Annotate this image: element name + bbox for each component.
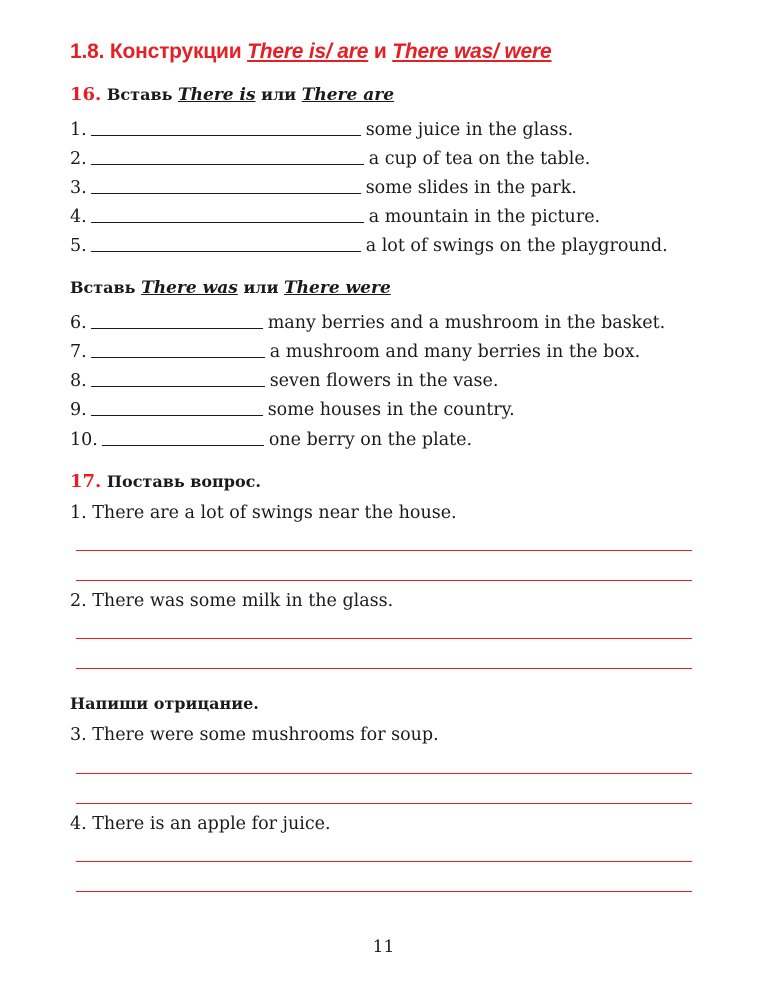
answer-line[interactable] [76, 550, 692, 551]
page-number: 11 [372, 937, 395, 957]
section-title-prefix: Конструкции [109, 40, 242, 63]
fill-blank[interactable] [91, 175, 361, 194]
exercise-16-item-8 [70, 365, 498, 391]
item-number: 3. [70, 178, 87, 198]
section-title [70, 40, 551, 64]
item-number: 7. [70, 342, 87, 362]
item-text: some slides in the park. [365, 178, 577, 198]
section-form-past: There was/ were [392, 40, 552, 63]
item-number: 1. [70, 120, 87, 140]
negation-sentence-3: 3. There were some mushrooms for soup. [70, 725, 439, 745]
exercise-16-item-9 [70, 394, 515, 420]
fill-blank[interactable] [91, 117, 361, 136]
exercise-16-item-5 [70, 230, 668, 256]
fill-blank[interactable] [91, 146, 364, 165]
item-text: a cup of tea on the table. [368, 149, 591, 169]
negation-instruction: Напиши отрицание. [70, 694, 259, 713]
question-sentence-2: 2. There was some milk in the glass. [70, 591, 394, 611]
exercise-16-item-6 [70, 307, 665, 333]
exercise-16-item-10 [70, 424, 472, 450]
item-number: 10. [70, 430, 98, 450]
exercise-16-sub-instruction [70, 278, 391, 298]
negation-sentence-4: 4. There is an apple for juice. [70, 814, 331, 834]
item-text: a lot of swings on the playground. [365, 236, 668, 256]
item-text: many berries and a mushroom in the basket. [267, 313, 666, 333]
answer-line[interactable] [76, 803, 692, 804]
answer-line[interactable] [76, 668, 692, 669]
exercise-16-number: 16. [70, 84, 102, 105]
exercise-16-item-4 [70, 201, 600, 227]
exercise-16-item-1 [70, 114, 573, 140]
exercise-17-instruction [70, 471, 261, 492]
option-there-were: There were [284, 278, 391, 298]
instruction-text: Поставь вопрос. [106, 472, 261, 491]
exercise-16-item-3 [70, 172, 577, 198]
item-text: some houses in the country. [267, 400, 515, 420]
item-number: 4. [70, 207, 87, 227]
answer-line[interactable] [76, 580, 692, 581]
instruction-verb: Вставь [106, 85, 173, 104]
option-there-is: There is [178, 85, 256, 105]
instruction-or: или [243, 278, 279, 297]
fill-blank[interactable] [91, 310, 263, 329]
answer-line[interactable] [76, 773, 692, 774]
exercise-16-instruction [70, 84, 394, 105]
instruction-or: или [261, 85, 297, 104]
item-text: one berry on the plate. [268, 430, 473, 450]
exercise-16-item-2 [70, 143, 590, 169]
fill-blank[interactable] [91, 233, 361, 252]
fill-blank[interactable] [91, 204, 364, 223]
item-number: 5. [70, 236, 87, 256]
exercise-16-item-7 [70, 336, 640, 362]
section-conjunction: и [373, 40, 387, 63]
section-form-present: There is/ are [247, 40, 369, 63]
fill-blank[interactable] [91, 397, 263, 416]
item-text: seven flowers in the vase. [269, 371, 499, 391]
item-text: some juice in the glass. [365, 120, 574, 140]
option-there-are: There are [301, 85, 395, 105]
question-sentence-1: 1. There are a lot of swings near the house. [70, 503, 457, 523]
fill-blank[interactable] [91, 368, 265, 387]
answer-line[interactable] [76, 861, 692, 862]
fill-blank[interactable] [102, 427, 264, 446]
item-text: a mountain in the picture. [368, 207, 601, 227]
exercise-17-number: 17. [70, 471, 102, 492]
answer-line[interactable] [76, 891, 692, 892]
item-number: 9. [70, 400, 87, 420]
item-text: a mushroom and many berries in the box. [269, 342, 641, 362]
item-number: 2. [70, 149, 87, 169]
fill-blank[interactable] [91, 339, 265, 358]
option-there-was: There was [141, 278, 238, 298]
section-number: 1.8. [70, 40, 105, 63]
instruction-verb: Вставь [70, 278, 136, 297]
item-number: 6. [70, 313, 87, 333]
answer-line[interactable] [76, 638, 692, 639]
item-number: 8. [70, 371, 87, 391]
